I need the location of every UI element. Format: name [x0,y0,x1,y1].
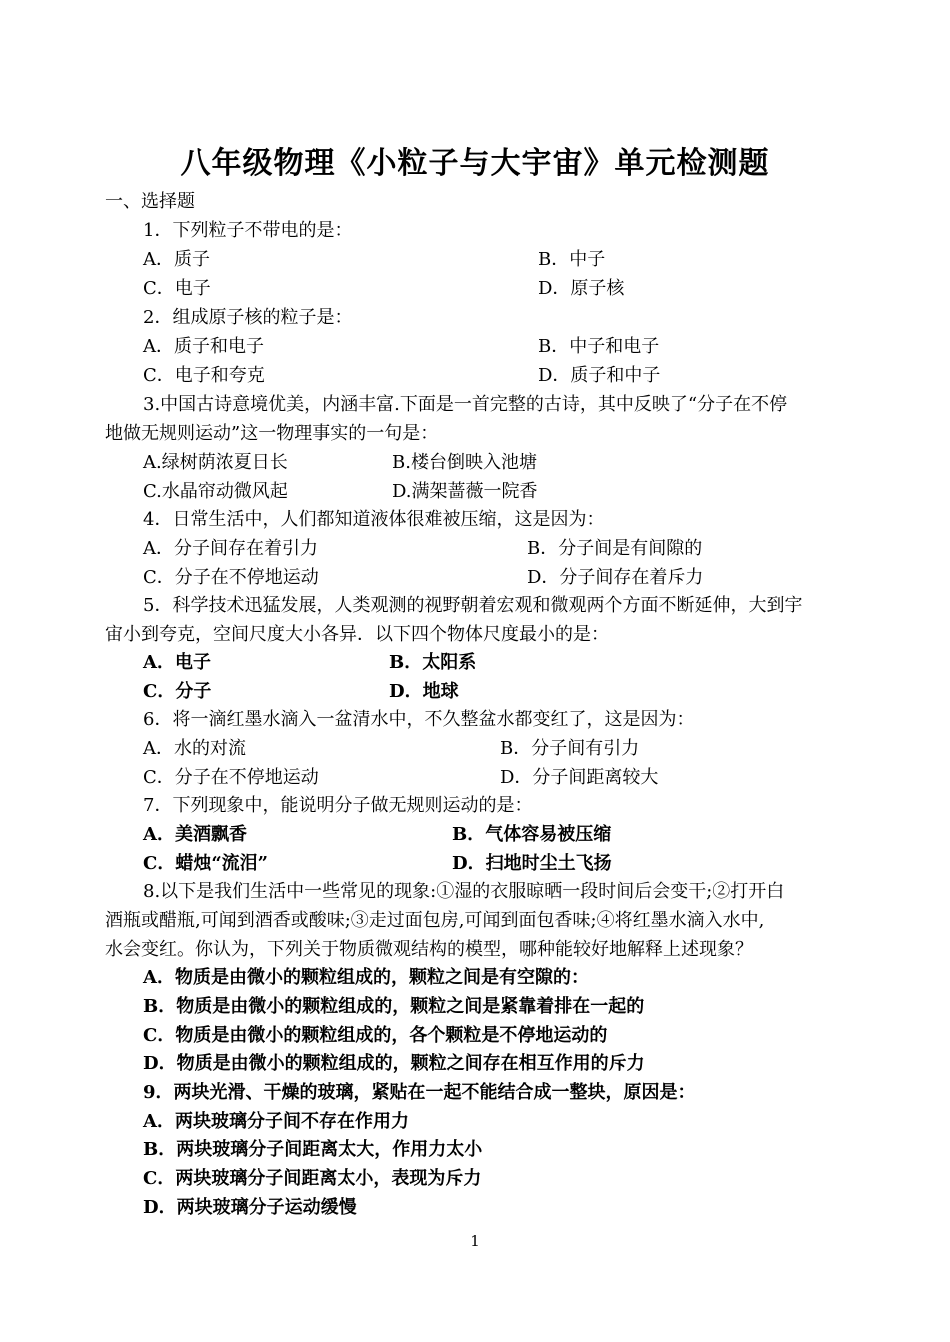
question-8-option-c: C．物质是由微小的颗粒组成的，各个颗粒是不停地运动的 [143,1025,608,1046]
question-8-option-a: A．物质是由微小的颗粒组成的，颗粒之间是有空隙的： [143,967,589,988]
question-9-option-d: D．两块玻璃分子运动缓慢 [143,1197,357,1218]
question-1-stem: 1．下列粒子不带电的是： [143,220,353,241]
question-8-option-b: B．物质是由微小的颗粒组成的，颗粒之间是紧靠着排在一起的 [143,996,645,1017]
question-3-stem-line-1: 3.中国古诗意境优美，内涵丰富.下面是一首完整的古诗，其中反映了“分子在不停 [143,394,788,415]
question-2-option-b: B．中子和电子 [538,336,660,357]
question-2-option-c: C．电子和夸克 [143,365,265,386]
question-3-option-a: A.绿树荫浓夏日长 [143,452,288,473]
question-1-option-a: A．质子 [143,249,210,270]
question-4-option-b: B．分子间是有间隙的 [527,538,703,559]
question-3-stem-line-2: 地做无规则运动”这一物理事实的一句是： [105,423,439,444]
question-3-option-d: D.满架蔷薇一院香 [392,481,538,502]
question-7-option-b: B．气体容易被压缩 [452,824,612,845]
question-7-option-a: A．美酒飘香 [143,824,247,845]
question-6-stem: 6．将一滴红墨水滴入一盆清水中，不久整盆水都变红了，这是因为： [143,709,695,730]
question-1-option-c: C．电子 [143,278,211,299]
question-5-stem-line-1: 5．科学技术迅猛发展，人类观测的视野朝着宏观和微观两个方面不断延伸，大到宇 [143,595,803,616]
question-7-option-d: D．扫地时尘土飞扬 [452,853,612,874]
question-9-option-a: A．两块玻璃分子间不存在作用力 [143,1111,409,1132]
question-9-stem: 9．两块光滑、干燥的玻璃，紧贴在一起不能结合成一整块，原因是： [143,1082,696,1103]
question-5-option-b: B．太阳系 [389,652,477,673]
section-heading: 一、选择题 [105,191,195,212]
question-2-option-a: A．质子和电子 [143,336,264,357]
question-9-option-c: C．两块玻璃分子间距离太小，表现为斥力 [143,1168,482,1189]
page-number: 1 [470,1232,480,1250]
question-6-option-b: B．分子间有引力 [500,738,640,759]
question-3-option-b: B.楼台倒映入池塘 [392,452,537,473]
question-4-option-c: C．分子在不停地运动 [143,567,319,588]
question-4-option-a: A．分子间存在着引力 [143,538,318,559]
question-4-stem: 4．日常生活中，人们都知道液体很难被压缩，这是因为： [143,509,605,530]
question-7-stem: 7．下列现象中，能说明分子做无规则运动的是： [143,795,533,816]
question-1-option-d: D．原子核 [538,278,625,299]
question-5-option-a: A．电子 [143,652,211,673]
question-1-option-b: B．中子 [538,249,606,270]
question-3-option-c: C.水晶帘动微风起 [143,481,288,502]
question-2-option-d: D．质子和中子 [538,365,661,386]
question-8-stem-line-2: 酒瓶或醋瓶,可闻到酒香或酸味;③走过面包房,可闻到面包香味;④将红墨水滴入水中, [105,910,765,931]
question-5-option-d: D．地球 [389,681,459,702]
question-4-option-d: D．分子间存在着斥力 [527,567,704,588]
question-2-stem: 2．组成原子核的粒子是： [143,307,353,328]
question-6-option-a: A．水的对流 [143,738,246,759]
question-5-option-c: C．分子 [143,681,212,702]
document-title: 八年级物理《小粒子与大宇宙》单元检测题 [180,146,770,181]
question-7-option-c: C．蜡烛“流泪” [143,853,269,874]
question-8-stem-line-3: 水会变红。你认为，下列关于物质微观结构的模型，哪种能较好地解释上述现象？ [105,939,753,960]
question-6-option-d: D．分子间距离较大 [500,767,659,788]
question-8-option-d: D．物质是由微小的颗粒组成的，颗粒之间存在相互作用的斥力 [143,1053,645,1074]
question-9-option-b: B．两块玻璃分子间距离太大，作用力太小 [143,1139,483,1160]
question-5-stem-line-2: 宙小到夸克，空间尺度大小各异．以下四个物体尺度最小的是： [105,624,609,645]
question-6-option-c: C．分子在不停地运动 [143,767,319,788]
question-8-stem-line-1: 8.以下是我们生活中一些常见的现象:①湿的衣服晾晒一段时间后会变干;②打开白 [143,881,785,902]
